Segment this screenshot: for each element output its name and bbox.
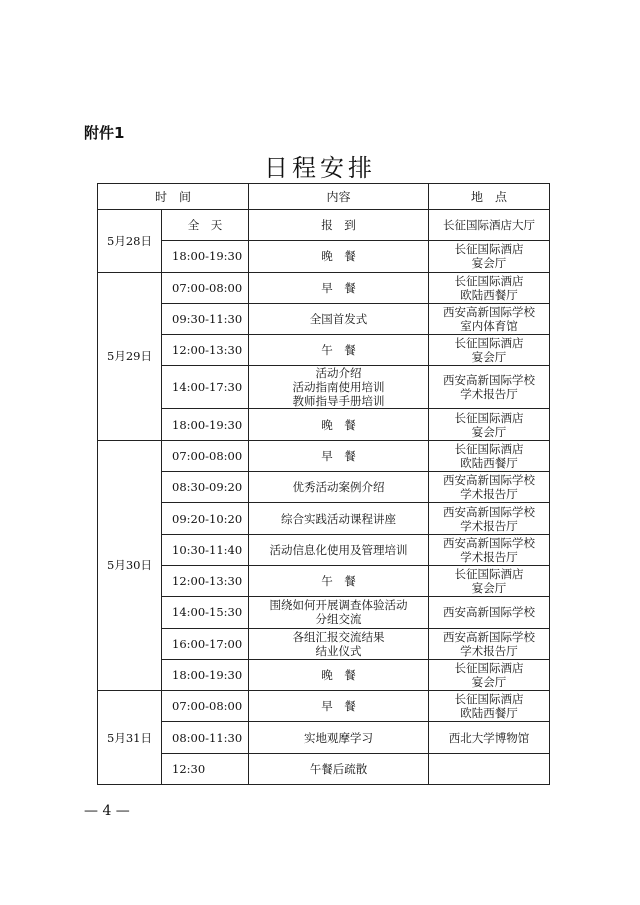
table-row xyxy=(98,659,550,690)
table-row xyxy=(98,534,550,565)
table-row xyxy=(98,503,550,534)
content-cell: 围绕如何开展调查体验活动 分组交流 xyxy=(249,597,429,628)
time-cell: 14:00-15:30 xyxy=(162,597,249,628)
place-cell: 长征国际酒店 欧陆西餐厅 xyxy=(429,440,550,471)
place-cell: 西安高新国际学校 学术报告厅 xyxy=(429,534,550,565)
content-cell: 各组汇报交流结果 结业仪式 xyxy=(249,628,429,659)
content-cell: 报 到 xyxy=(249,210,429,241)
page-number: — 4 — xyxy=(84,803,130,819)
time-cell: 12:00-13:30 xyxy=(162,335,249,366)
time-cell: 18:00-19:30 xyxy=(162,659,249,690)
time-cell: 12:30 xyxy=(162,753,249,784)
time-cell: 08:00-11:30 xyxy=(162,722,249,753)
schedule-body xyxy=(98,210,550,785)
table-row xyxy=(98,210,550,241)
table-row xyxy=(98,409,550,440)
content-cell: 午 餐 xyxy=(249,565,429,596)
place-cell: 西安高新国际学校 室内体育馆 xyxy=(429,303,550,334)
schedule-table xyxy=(97,183,550,785)
content-cell: 全国首发式 xyxy=(249,303,429,334)
time-cell: 09:20-10:20 xyxy=(162,503,249,534)
table-row xyxy=(98,472,550,503)
place-cell: 西安高新国际学校 学术报告厅 xyxy=(429,472,550,503)
table-row xyxy=(98,722,550,753)
time-cell: 12:00-13:30 xyxy=(162,565,249,596)
time-cell: 09:30-11:30 xyxy=(162,303,249,334)
place-cell: 长征国际酒店 宴会厅 xyxy=(429,335,550,366)
place-cell: 西北大学博物馆 xyxy=(429,722,550,753)
time-cell: 16:00-17:00 xyxy=(162,628,249,659)
place-cell: 长征国际酒店 宴会厅 xyxy=(429,659,550,690)
place-cell: 西安高新国际学校 学术报告厅 xyxy=(429,366,550,409)
table-row xyxy=(98,597,550,628)
table-row xyxy=(98,303,550,334)
place-cell xyxy=(429,753,550,784)
place-cell: 长征国际酒店 欧陆西餐厅 xyxy=(429,691,550,722)
table-row xyxy=(98,753,550,784)
content-cell: 早 餐 xyxy=(249,272,429,303)
place-cell: 长征国际酒店 宴会厅 xyxy=(429,409,550,440)
place-cell: 西安高新国际学校 学术报告厅 xyxy=(429,628,550,659)
table-row xyxy=(98,366,550,409)
place-cell: 长征国际酒店 宴会厅 xyxy=(429,241,550,272)
time-cell: 07:00-08:00 xyxy=(162,691,249,722)
date-cell: 5月31日 xyxy=(98,691,162,785)
content-cell: 活动介绍 活动指南使用培训 教师指导手册培训 xyxy=(249,366,429,409)
time-cell: 18:00-19:30 xyxy=(162,409,249,440)
date-cell: 5月30日 xyxy=(98,440,162,690)
place-cell: 长征国际酒店 欧陆西餐厅 xyxy=(429,272,550,303)
content-cell: 优秀活动案例介绍 xyxy=(249,472,429,503)
content-cell: 早 餐 xyxy=(249,440,429,471)
page-title: 日程安排 xyxy=(264,154,376,182)
content-cell: 晚 餐 xyxy=(249,241,429,272)
date-cell: 5月28日 xyxy=(98,210,162,273)
place-cell: 西安高新国际学校 学术报告厅 xyxy=(429,503,550,534)
header-place: 地 点 xyxy=(429,184,550,210)
attachment-label: 附件1 xyxy=(84,124,125,142)
content-cell: 活动信息化使用及管理培训 xyxy=(249,534,429,565)
place-cell: 西安高新国际学校 xyxy=(429,597,550,628)
time-cell: 全 天 xyxy=(162,210,249,241)
header-row xyxy=(98,184,550,210)
content-cell: 午餐后疏散 xyxy=(249,753,429,784)
content-cell: 午 餐 xyxy=(249,335,429,366)
table-row xyxy=(98,565,550,596)
content-cell: 实地观摩学习 xyxy=(249,722,429,753)
table-row xyxy=(98,440,550,471)
content-cell: 综合实践活动课程讲座 xyxy=(249,503,429,534)
time-cell: 10:30-11:40 xyxy=(162,534,249,565)
place-cell: 长征国际酒店大厅 xyxy=(429,210,550,241)
time-cell: 07:00-08:00 xyxy=(162,440,249,471)
content-cell: 晚 餐 xyxy=(249,659,429,690)
place-cell: 长征国际酒店 宴会厅 xyxy=(429,565,550,596)
date-cell: 5月29日 xyxy=(98,272,162,440)
table-row xyxy=(98,335,550,366)
time-cell: 07:00-08:00 xyxy=(162,272,249,303)
time-cell: 08:30-09:20 xyxy=(162,472,249,503)
time-cell: 18:00-19:30 xyxy=(162,241,249,272)
content-cell: 早 餐 xyxy=(249,691,429,722)
table-row xyxy=(98,691,550,722)
time-cell: 14:00-17:30 xyxy=(162,366,249,409)
header-time: 时 间 xyxy=(98,184,249,210)
table-row xyxy=(98,241,550,272)
table-row xyxy=(98,628,550,659)
header-content: 内容 xyxy=(249,184,429,210)
table-row xyxy=(98,272,550,303)
content-cell: 晚 餐 xyxy=(249,409,429,440)
